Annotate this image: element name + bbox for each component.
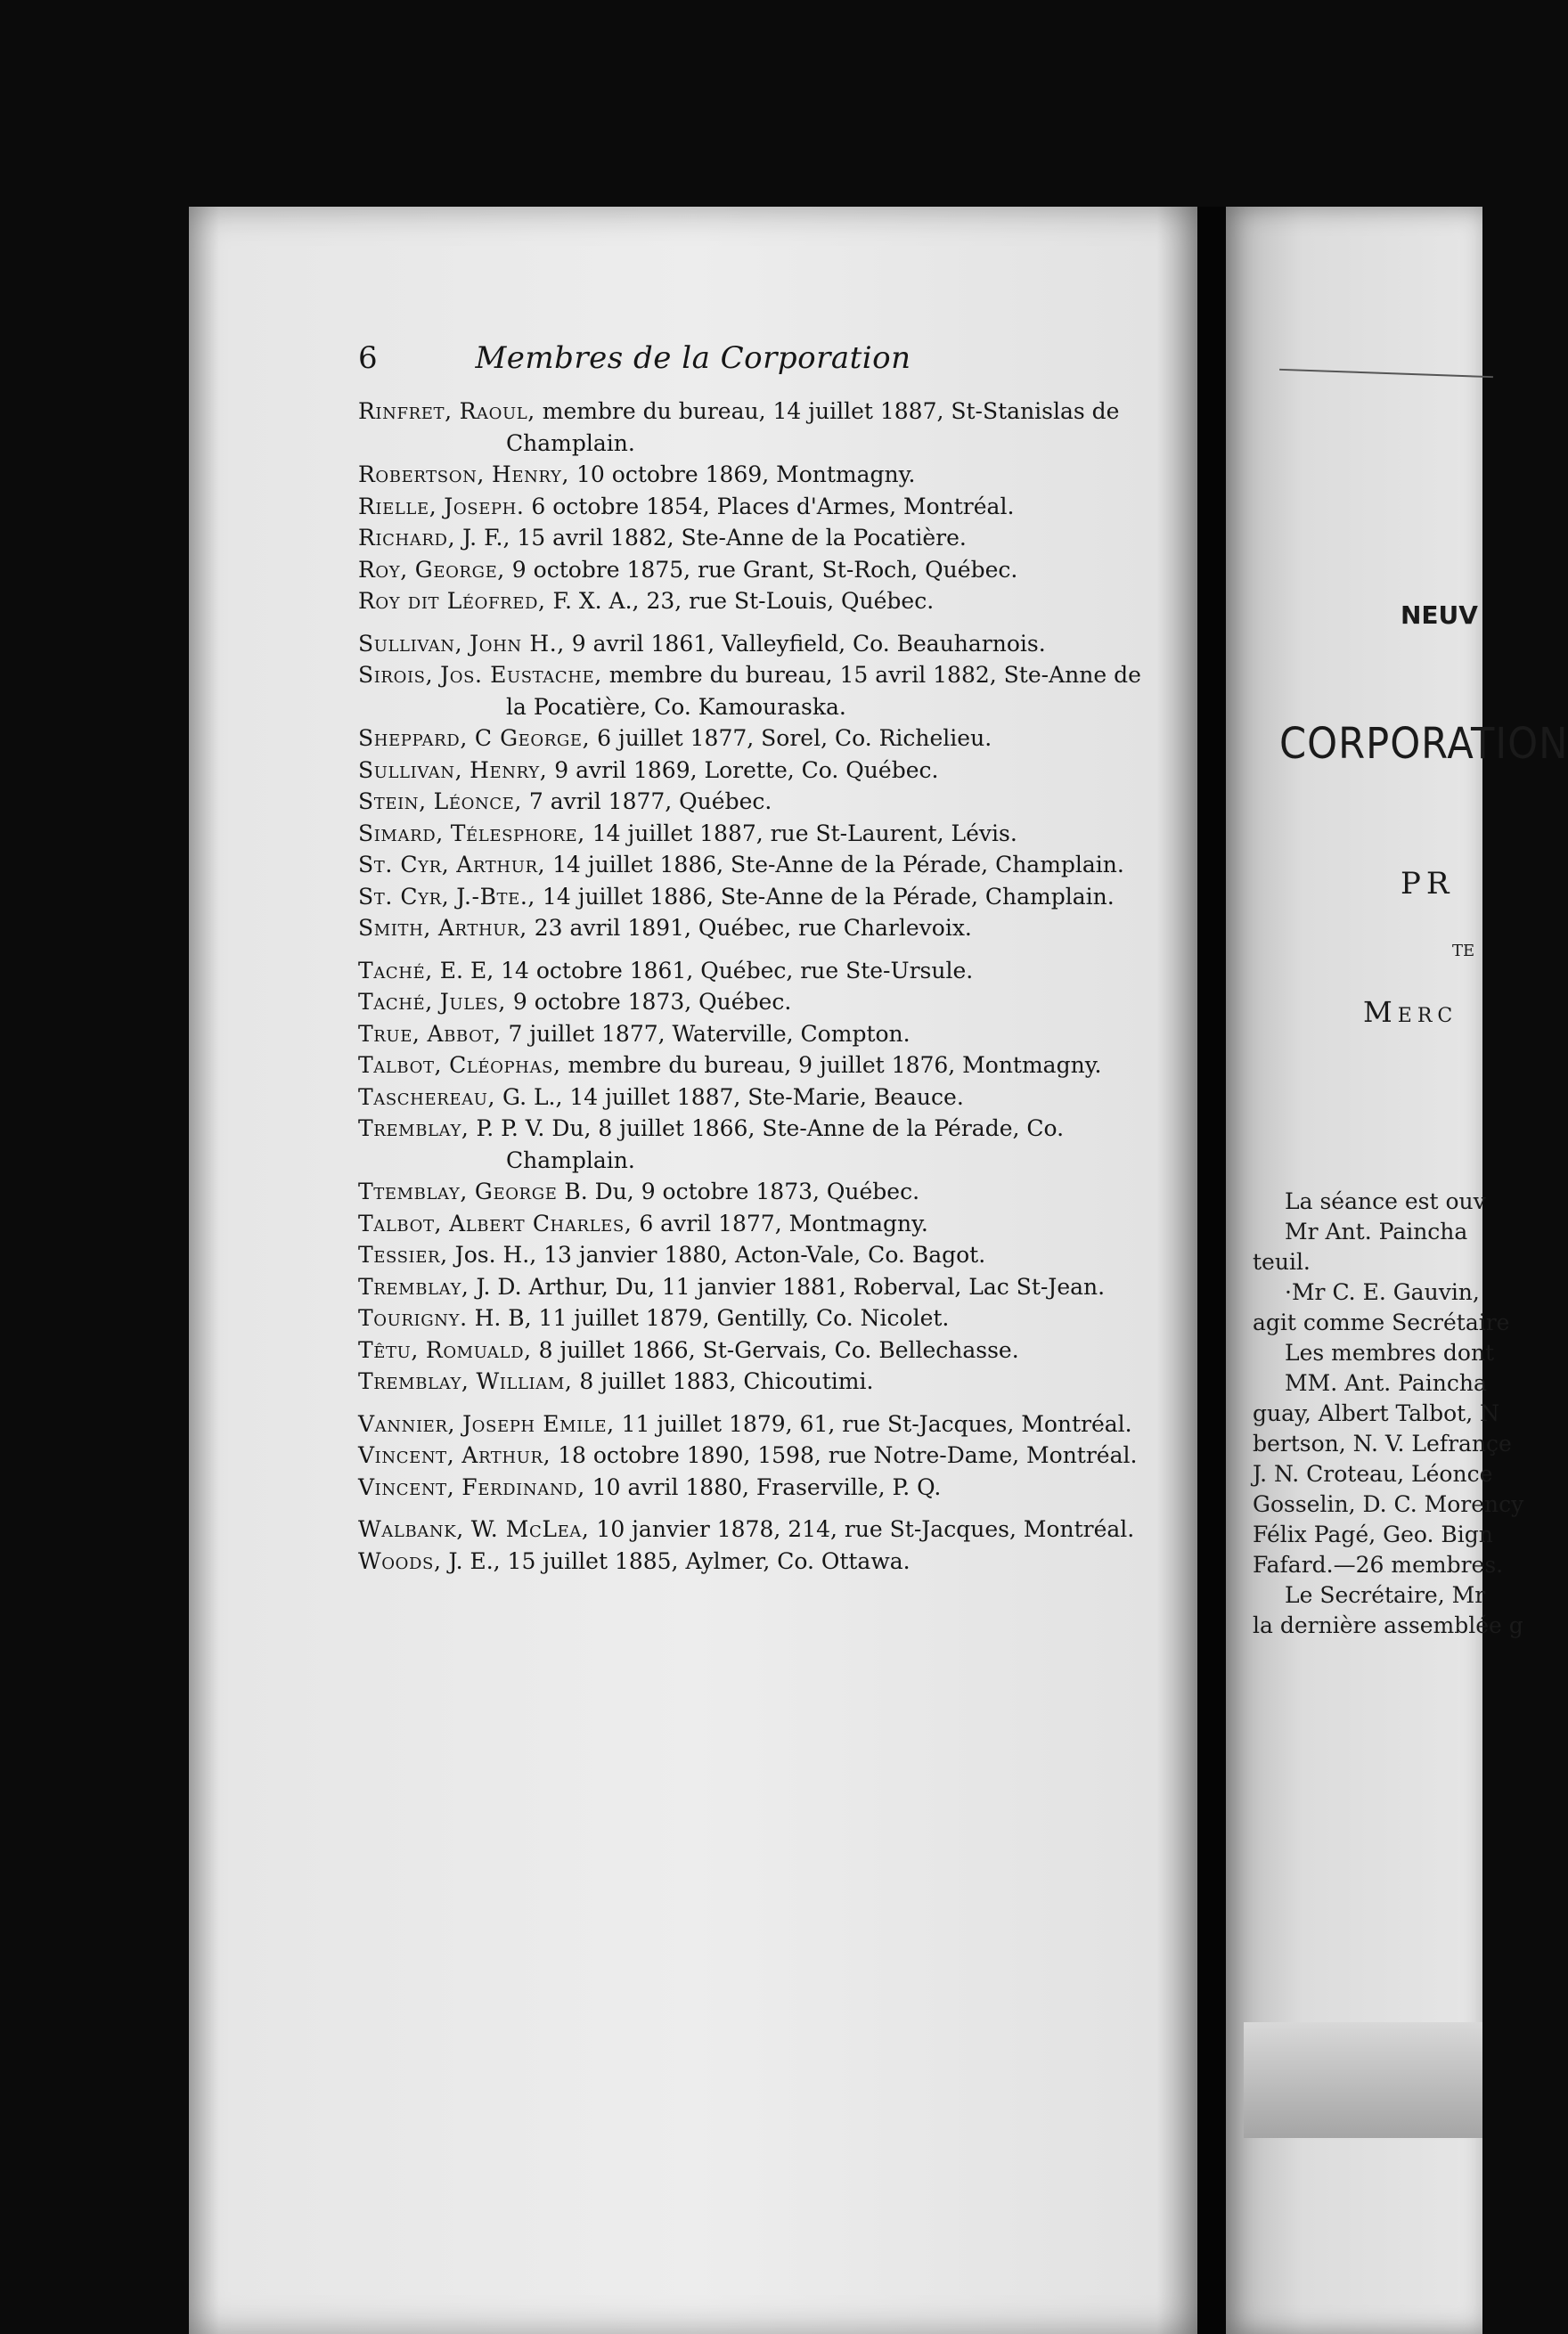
member-surname: Walbank, (358, 1516, 464, 1542)
member-entry (358, 755, 1153, 787)
member-entry (358, 955, 1153, 987)
member-surname: Simard, (358, 820, 444, 846)
minutes-line: J. N. Croteau, Léonce (1253, 1461, 1493, 1487)
minutes-line: MM. Ant. Paincha (1285, 1370, 1487, 1396)
member-entry (358, 491, 1153, 523)
member-entry (358, 1408, 1153, 1440)
member-given-name: John H., (470, 630, 565, 657)
minutes-line: la dernière assemblée g (1253, 1612, 1523, 1638)
member-surname: Roy, (358, 556, 408, 583)
member-given-name: Léonce, (433, 788, 522, 814)
member-surname: Têtu, (358, 1336, 419, 1363)
minutes-line: bertson, N. V. Lefrançe (1253, 1431, 1512, 1457)
member-surname: St. Cyr, (358, 883, 450, 910)
minutes-text (1253, 1187, 1538, 1641)
minutes-line: teuil. (1253, 1249, 1311, 1275)
member-entry (358, 628, 1153, 660)
member-details: 9 avril 1869, Lorette, Co. Québec. (547, 756, 939, 783)
member-surname: Rinfret, (358, 398, 453, 424)
member-entry (358, 659, 1153, 722)
member-details: J. E., 15 juillet 1885, Aylmer, Co. Ottawa. (448, 1547, 911, 1574)
member-details: 6 juillet 1877, Sorel, Co. Richelieu. (590, 725, 992, 751)
member-details: H. B, 11 juillet 1879, Gentilly, Co. Nicolet. (474, 1305, 950, 1331)
right-title-1: NEUV (1401, 600, 1478, 630)
member-details: E. E, 14 octobre 1861, Québec, rue Ste-Ursule. (439, 957, 974, 983)
minutes-line: Mr Ant. Paincha (1285, 1219, 1468, 1245)
member-entry (358, 1176, 1153, 1208)
member-given-name: Arthur, (456, 852, 546, 877)
right-title-4: TE (1452, 942, 1475, 960)
member-list (358, 396, 1153, 1577)
member-entry (358, 1113, 1153, 1176)
member-surname: Vannier, (358, 1410, 456, 1437)
member-details: 10 octobre 1869, Montmagny. (569, 461, 916, 487)
member-entry (358, 786, 1153, 818)
member-given-name: Abbot, (427, 1020, 502, 1047)
member-details: membre du bureau, 15 avril 1882, Ste-Anne de la Pocatière, Co. Kamouraska. (506, 662, 1141, 720)
member-surname: Sheppard, (358, 725, 468, 751)
member-surname: Tessier, (358, 1242, 448, 1268)
right-title-2: CORPORATION (1279, 719, 1568, 769)
member-given-name: Arthur, (437, 915, 527, 941)
member-details: 9 octobre 1875, rue Grant, St-Roch, Québec. (504, 556, 1018, 583)
member-details: 8 juillet 1866, St-Gervais, Co. Bellechasse. (531, 1336, 1019, 1363)
right-title-5: Merc (1363, 995, 1458, 1029)
member-given-name: George, (414, 556, 505, 583)
running-head: Membres de la Corporation (475, 340, 911, 376)
member-given-name: J.-Bte., (456, 883, 535, 910)
member-details: Jos. H., 13 janvier 1880, Acton-Vale, Co. Bagot. (454, 1242, 986, 1268)
member-entry (358, 1366, 1153, 1398)
member-given-name: Raoul, (459, 398, 535, 424)
member-surname: Smith, (358, 915, 431, 941)
member-details: 14 juillet 1887, rue St-Laurent, Lévis. (584, 820, 1017, 846)
member-entry (358, 585, 1153, 617)
minutes-line: Gosselin, D. C. Morency (1253, 1491, 1524, 1517)
page-header (189, 340, 1197, 385)
right-page (1226, 207, 1568, 2334)
member-details: 6 octobre 1854, Places d'Armes, Montréal. (524, 493, 1015, 519)
member-given-name: Télesphore, (450, 820, 585, 846)
member-details: 9 avril 1861, Valleyfield, Co. Beauharnois. (564, 630, 1046, 657)
member-surname: St. Cyr, (358, 852, 450, 877)
member-surname: Stein, (358, 788, 427, 814)
minutes-line: Les membres dont (1285, 1340, 1495, 1366)
minutes-line: La séance est ouv (1285, 1188, 1486, 1214)
minutes-line: ·Mr C. E. Gauvin, (1285, 1279, 1480, 1305)
member-surname: Sullivan, (358, 756, 463, 783)
member-details: 11 juillet 1879, 61, rue St-Jacques, Montréal. (614, 1410, 1132, 1437)
minutes-line: Félix Pagé, Geo. Bign (1253, 1522, 1493, 1547)
member-given-name: C George, (474, 725, 591, 751)
member-surname: Woods, (358, 1547, 442, 1574)
member-entry (358, 459, 1153, 491)
member-entry (358, 1514, 1153, 1546)
member-given-name: Albert Charles, (449, 1210, 633, 1236)
member-details: J. D. Arthur, Du, 11 janvier 1881, Roberval, Lac St-Jean. (476, 1273, 1106, 1300)
member-surname: Taschereau, (358, 1083, 496, 1110)
member-given-name: George (474, 1179, 558, 1204)
member-details: B. Du, 9 octobre 1873, Québec. (557, 1179, 920, 1204)
member-surname: Tourigny. (358, 1305, 468, 1331)
page-edge (1244, 2022, 1482, 2138)
member-entry (358, 522, 1153, 554)
member-details: F. X. A., 23, rue St-Louis, Québec. (552, 588, 935, 614)
member-given-name: Henry, (470, 756, 548, 783)
member-surname: True, (358, 1020, 421, 1047)
right-title-3: PR (1401, 866, 1455, 902)
member-entry (358, 1081, 1153, 1114)
member-details: J. F., 15 avril 1882, Ste-Anne de la Pocatière. (462, 525, 967, 551)
member-details: 10 janvier 1878, 214, rue St-Jacques, Montréal. (589, 1516, 1135, 1542)
member-entry (358, 1271, 1153, 1303)
member-entry (358, 912, 1153, 944)
member-surname: Vincent, (358, 1442, 455, 1468)
member-given-name: Arthur, (461, 1442, 551, 1468)
minutes-line: Le Secrétaire, Mr (1285, 1582, 1486, 1608)
member-given-name: Ferdinand, (461, 1473, 585, 1500)
member-details: 7 avril 1877, Québec. (521, 788, 772, 814)
member-given-name: W. McLea, (470, 1516, 590, 1542)
member-entry (358, 722, 1153, 755)
member-entry (358, 986, 1153, 1018)
member-entry (358, 1302, 1153, 1334)
member-surname: Tremblay, (358, 1115, 470, 1141)
minutes-line: guay, Albert Talbot, N (1253, 1400, 1500, 1426)
header-rule (1279, 369, 1493, 378)
member-entry (358, 1546, 1153, 1578)
member-given-name: Jules, (439, 989, 506, 1015)
member-details: P. P. V. Du, 8 juillet 1866, Ste-Anne de la Pérade, Co. Champlain. (476, 1115, 1065, 1173)
member-surname: Taché, (358, 957, 433, 983)
member-given-name: William, (476, 1368, 573, 1394)
member-entry (358, 1440, 1153, 1472)
member-details: 9 octobre 1873, Québec. (505, 989, 792, 1015)
member-surname: Rielle, (358, 493, 437, 519)
member-surname: Roy dit Léofred, (358, 588, 546, 614)
member-surname: Talbot, (358, 1210, 443, 1236)
minutes-line: agit comme Secrétaire (1253, 1310, 1510, 1335)
left-page (189, 207, 1197, 2334)
member-details: 10 avril 1880, Fraserville, P. Q. (584, 1473, 942, 1500)
member-details: 6 avril 1877, Montmagny. (632, 1210, 928, 1236)
book-gutter (1197, 207, 1226, 2334)
member-details: 14 juillet 1886, Ste-Anne de la Pérade, Champlain. (535, 883, 1115, 910)
member-surname: Tremblay, (358, 1368, 470, 1394)
member-entry (358, 554, 1153, 586)
member-details: membre du bureau, 9 juillet 1876, Montmagny. (560, 1052, 1102, 1078)
member-details: G. L., 14 juillet 1887, Ste-Marie, Beauce. (502, 1083, 964, 1110)
member-details: 18 octobre 1890, 1598, rue Notre-Dame, Montréal. (551, 1442, 1138, 1468)
member-surname: Talbot, (358, 1052, 443, 1078)
member-surname: Robertson, (358, 461, 485, 487)
page-number: 6 (358, 340, 378, 376)
member-details: 23 avril 1891, Québec, rue Charlevoix. (527, 915, 972, 941)
member-entry (358, 849, 1153, 881)
member-entry (358, 881, 1153, 913)
member-surname: Vincent, (358, 1473, 455, 1500)
member-surname: Ttemblay, (358, 1179, 468, 1204)
member-given-name: Henry, (491, 461, 570, 487)
member-details: 14 juillet 1886, Ste-Anne de la Pérade, Champlain. (545, 852, 1124, 877)
member-given-name: Cléophas, (449, 1052, 561, 1078)
member-given-name: Joseph. (444, 493, 525, 519)
member-surname: Richard, (358, 525, 456, 551)
member-given-name: Jos. Eustache, (440, 662, 602, 688)
member-entry (358, 1472, 1153, 1504)
member-entry (358, 1208, 1153, 1240)
member-surname: Sirois, (358, 662, 434, 688)
member-given-name: Joseph Emile, (462, 1410, 615, 1437)
member-surname: Taché, (358, 989, 433, 1015)
member-entry (358, 1334, 1153, 1367)
member-entry (358, 396, 1153, 459)
member-entry (358, 1049, 1153, 1081)
member-surname: Tremblay, (358, 1273, 470, 1300)
member-details: membre du bureau, 14 juillet 1887, St-Stanislas de Champlain. (506, 398, 1120, 456)
member-details: 8 juillet 1883, Chicoutimi. (572, 1368, 874, 1394)
member-entry (358, 818, 1153, 850)
member-entry (358, 1239, 1153, 1271)
minutes-line: Fafard.—26 membres. (1253, 1552, 1504, 1578)
member-surname: Sullivan, (358, 630, 463, 657)
member-given-name: Romuald, (425, 1336, 532, 1363)
member-entry (358, 1018, 1153, 1050)
member-details: 7 juillet 1877, Waterville, Compton. (501, 1020, 911, 1047)
